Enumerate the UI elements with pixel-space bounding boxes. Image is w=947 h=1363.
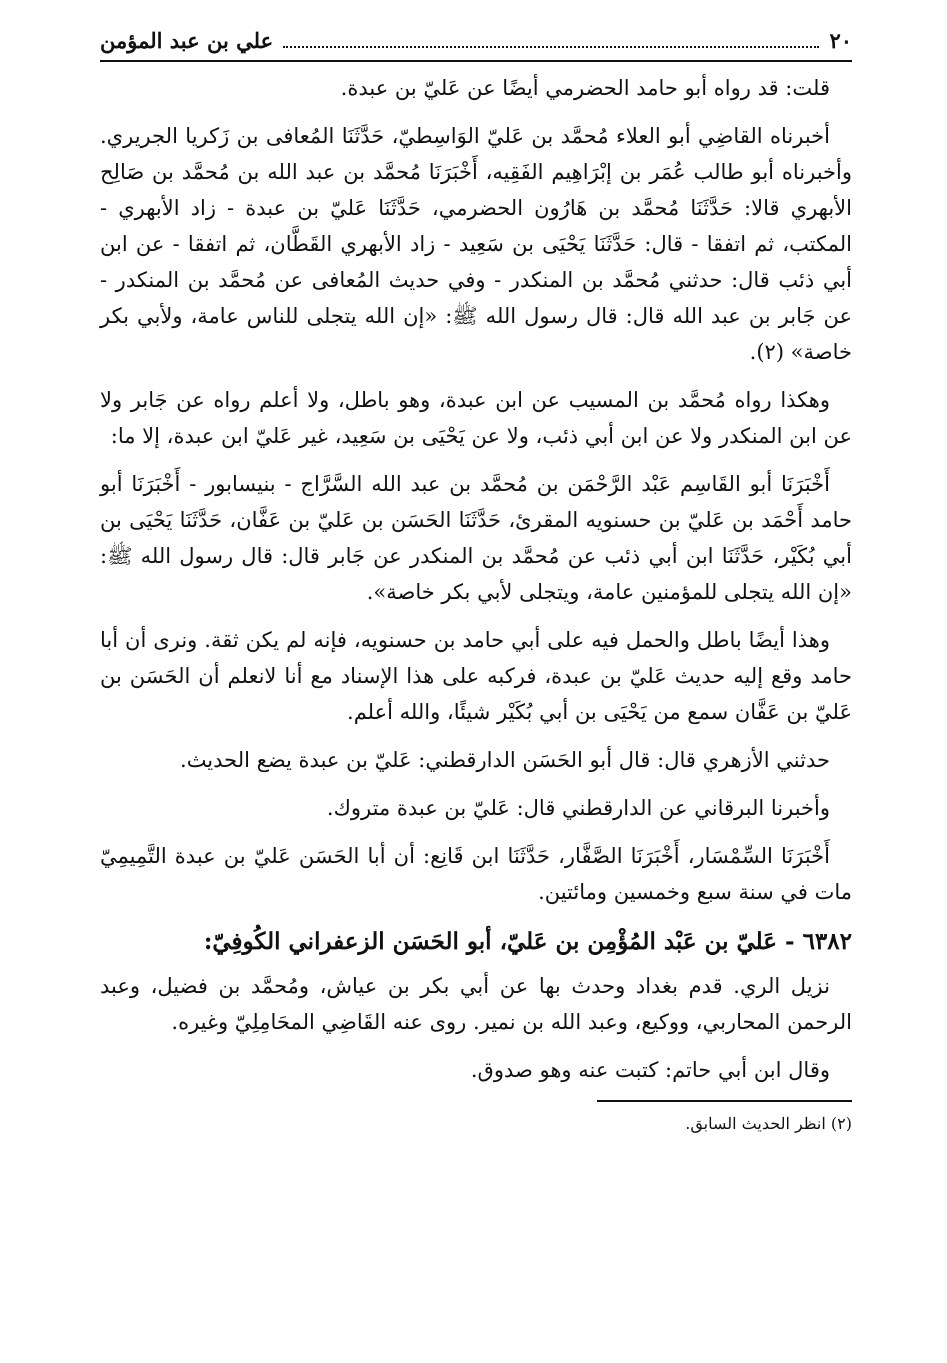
footnote: (٢) انظر الحديث السابق. [685, 1114, 852, 1133]
paragraph-6: حدثني الأزهري قال: قال أبو الحَسَن الدارقطني: عَليّ بن عبدة يضع الحديث. [180, 748, 830, 772]
entry-paragraph-2: وقال ابن أبي حاتم: كتبت عنه وهو صدوق. [470, 1058, 830, 1082]
footnote-divider [597, 1100, 852, 1102]
paragraph-4: أَخْبَرَنَا أبو القَاسِم عَبْد الرَّحْمَن بن مُحمَّد بن عبد الله السَّرَّاج - بنيسابور - أَخْبَرَنَا أبو حامد أَحْمَد بن عَليّ بن حسنويه المقرئ، حَدَّثَنَا الحَسَن بن عَليّ بن عَفَّان، حَدَّثَنَا يَحْيَى بن أبي بُكَيْر، حَدَّثَنَا ابن أبي ذئب عن مُحمَّد بن المنكدر عن جَابر قال: قال رسول الله ﷺ: «إن الله يتجلى للمؤمنين عامة، ويتجلى لأبي بكر خاصة». [100, 472, 852, 604]
page-number: ٢٠ [829, 28, 852, 53]
entry-paragraph-1: نزيل الري. قدم بغداد وحدث بها عن أبي بكر بن عياش، ومُحمَّد بن فضيل، وعبد الرحمن المحاربي، ووكيع، وعبد الله بن نمير. روى عنه القَاضِي المحَامِلِيّ وغيره. [100, 974, 852, 1034]
paragraph-1: قلت: قد رواه أبو حامد الحضرمي أيضًا عن عَليّ بن عبدة. [340, 76, 830, 100]
paragraph-3: وهكذا رواه مُحمَّد بن المسيب عن ابن عبدة، وهو باطل، ولا أعلم رواه عن جَابر ولا عن ابن المنكدر ولا عن ابن أبي ذئب، ولا عن يَحْيَى بن سَعِيد، غير عَليّ ابن عبدة، إلا ما: [100, 388, 852, 448]
paragraph-5: وهذا أيضًا باطل والحمل فيه على أبي حامد بن حسنويه، فإنه لم يكن ثقة. ونرى أن أبا حامد وقع إليه حديث عَليّ بن عبدة، فركبه على هذا الإسناد مع أنا لانعلم أن الحَسَن بن عَليّ بن عَفَّان سمع من يَحْيَى بن أبي بُكَيْر شيئًا، والله أعلم. [100, 628, 852, 724]
entry-heading: ٦٣٨٢ - عَليّ بن عَبْد المُؤْمِن بن عَليّ، أبو الحَسَن الزعفراني الكُوفِيّ: [203, 928, 852, 955]
paragraph-2: أخبرناه القاضِي أبو العلاء مُحمَّد بن عَليّ الوَاسِطيّ، حَدَّثَنَا المُعافى بن زَكريا الجريري. وأخبرناه أبو طالب عُمَر بن إبْرَاهِيم الفَقِيه، أَخْبَرَنَا مُحمَّد بن عبد الله بن مُحمَّد بن صَالِح الأبهري قالا: حَدَّثَنَا مُحمَّد بن هَارُون الحضرمي، حَدَّثَنَا عَليّ بن عبدة - زاد الأبهري - المكتب، ثم اتفقا - قال: حَدَّثَنَا يَحْيَى بن سَعِيد - زاد الأبهري القَطَّان، ثم اتفقا - عن ابن أبي ذئب قال: حدثني مُحمَّد بن المنكدر - وفي حديث المُعافى عن مُحمَّد بن المنكدر - عن جَابر بن عبد الله قال: قال رسول الله ﷺ: «إن الله يتجلى للناس عامة، ولأبي بكر خاصة» (٢). [100, 124, 852, 364]
paragraph-7: وأخبرنا البرقاني عن الدارقطني قال: عَليّ بن عبدة متروك. [326, 796, 830, 820]
header-dots [283, 46, 819, 48]
book-page [100, 28, 852, 1138]
running-title: علي بن عبد المؤمن [100, 28, 274, 53]
page-header [100, 28, 852, 62]
paragraph-8: أَخْبَرَنَا السِّمْسَار، أَخْبَرَنَا الصَّفَّار، حَدَّثَنَا ابن قَانِع: أن أبا الحَسَن عَليّ بن عبدة التَّمِيمِيّ مات في سنة سبع وخمسين ومائتين. [100, 844, 852, 904]
main-text [100, 70, 852, 910]
